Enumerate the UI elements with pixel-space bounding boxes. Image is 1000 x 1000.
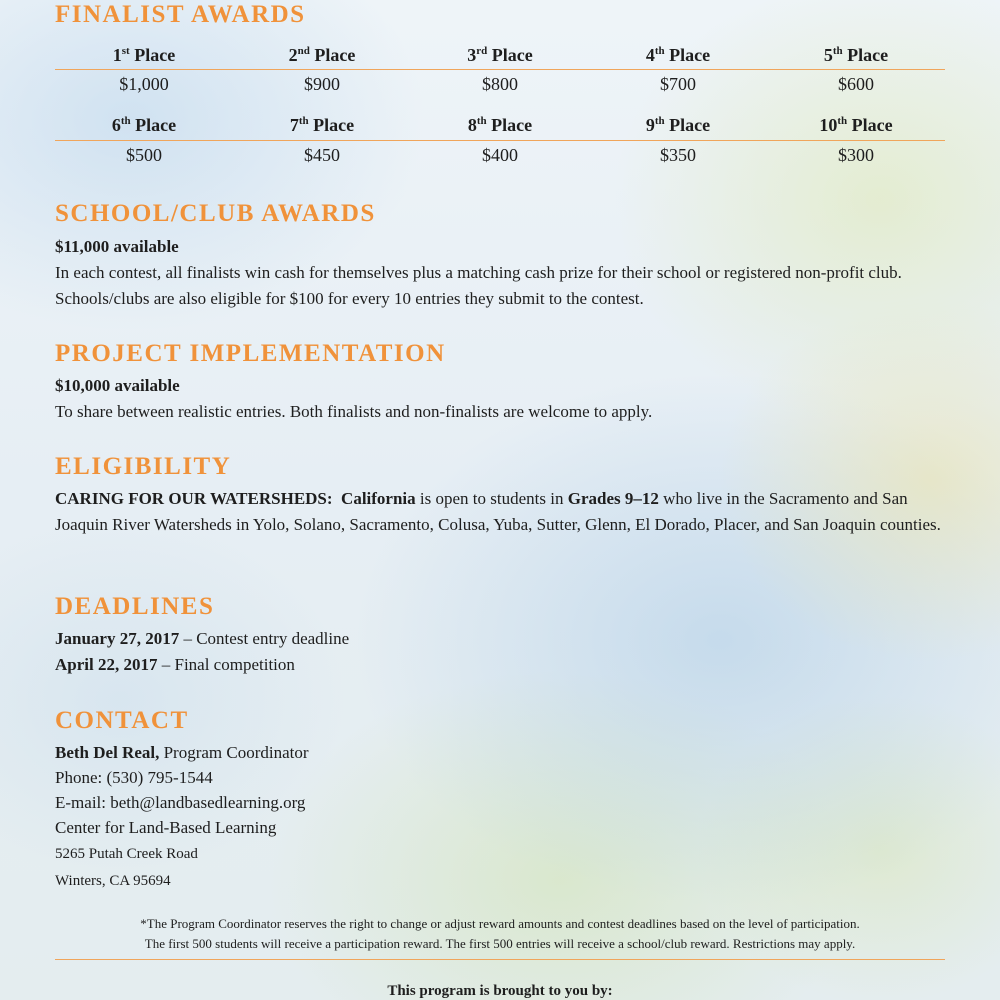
awards-row-2	[55, 115, 945, 136]
award-cell: 6th Place	[111, 115, 177, 135]
contact-block	[55, 740, 309, 894]
amounts-row-1	[55, 74, 945, 95]
project-available: $10,000 available	[55, 376, 180, 395]
finalist-awards-heading: FINALIST AWARDS	[55, 1, 306, 28]
award-cell: 2nd Place	[288, 45, 356, 65]
school-club-body: In each contest, all finalists win cash for themselves plus a matching cash prize for their school or registered non-profit club. Schools/clubs are also eligible for $100 for every 10 entries they submit to the contest.	[55, 263, 902, 308]
contact-email[interactable]: E-mail: beth@landbasedlearning.org	[55, 793, 306, 812]
contact-street: 5265 Putah Creek Road	[55, 846, 198, 862]
contact-heading: CONTACT	[55, 707, 189, 734]
award-amount: $400	[482, 145, 518, 165]
brought-to-you-by: This program is brought to you by:	[387, 983, 613, 999]
award-cell: 4th Place	[645, 45, 711, 65]
footnote-line-2: The first 500 students will receive a participation reward. The first 500 entries will receive a school/club reward. Restrictions may apply.	[144, 936, 856, 951]
school-club-section	[55, 234, 955, 312]
contact-city: Winters, CA 95694	[55, 873, 171, 889]
program-name: CARING FOR OUR WATERSHEDS:	[55, 489, 333, 508]
award-amount: $600	[838, 74, 874, 94]
grades: Grades 9–12	[567, 489, 659, 508]
award-amount: $450	[304, 145, 340, 165]
contact-name-line: Beth Del Real, Program Coordinator	[55, 743, 309, 762]
school-club-awards-heading: SCHOOL/CLUB AWARDS	[55, 200, 376, 227]
amounts-row-2	[55, 145, 945, 166]
eligibility-body: CARING FOR OUR WATERSHEDS: California is open to students in Grades 9–12 who live in the Sacramento and San Joaquin River Watersheds in Yolo, Solano, Sacramento, Colusa, Yuba, Sutter, Glenn, El Dorado, Placer, and San Joaquin counties.	[55, 489, 941, 534]
award-cell: 8th Place	[467, 115, 533, 135]
contact-phone: Phone: (530) 795-1544	[55, 768, 213, 787]
deadline-item: April 22, 2017 – Final competition	[55, 655, 295, 674]
award-amount: $1,000	[119, 74, 169, 94]
deadlines-heading: DEADLINES	[55, 593, 215, 620]
divider	[55, 959, 945, 960]
deadline-item: January 27, 2017 – Contest entry deadline	[55, 629, 350, 648]
program-state: California	[341, 489, 416, 508]
divider	[55, 69, 945, 70]
award-cell: 9th Place	[645, 115, 711, 135]
award-cell: 3rd Place	[467, 45, 533, 65]
project-section	[55, 373, 955, 425]
award-amount: $900	[304, 74, 340, 94]
eligibility-heading: ELIGIBILITY	[55, 453, 232, 480]
footnote	[40, 914, 960, 954]
contact-org: Center for Land-Based Learning	[55, 818, 277, 837]
award-amount: $300	[838, 145, 874, 165]
award-cell: 5th Place	[823, 45, 889, 65]
awards-row-1	[55, 45, 945, 66]
award-amount: $800	[482, 74, 518, 94]
award-cell: 7th Place	[289, 115, 355, 135]
project-implementation-heading: PROJECT IMPLEMENTATION	[55, 340, 446, 367]
award-amount: $700	[660, 74, 696, 94]
divider	[55, 140, 945, 141]
award-cell: 10th Place	[819, 115, 893, 135]
award-amount: $350	[660, 145, 696, 165]
award-cell: 1st Place	[112, 45, 176, 65]
deadlines-list	[55, 626, 955, 678]
school-club-available: $11,000 available	[55, 237, 179, 256]
footnote-line-1: *The Program Coordinator reserves the right to change or adjust reward amounts and contest deadlines based on the level of participation.	[140, 916, 860, 931]
project-body: To share between realistic entries. Both finalists and non-finalists are welcome to apply.	[55, 402, 653, 421]
award-amount: $500	[126, 145, 162, 165]
